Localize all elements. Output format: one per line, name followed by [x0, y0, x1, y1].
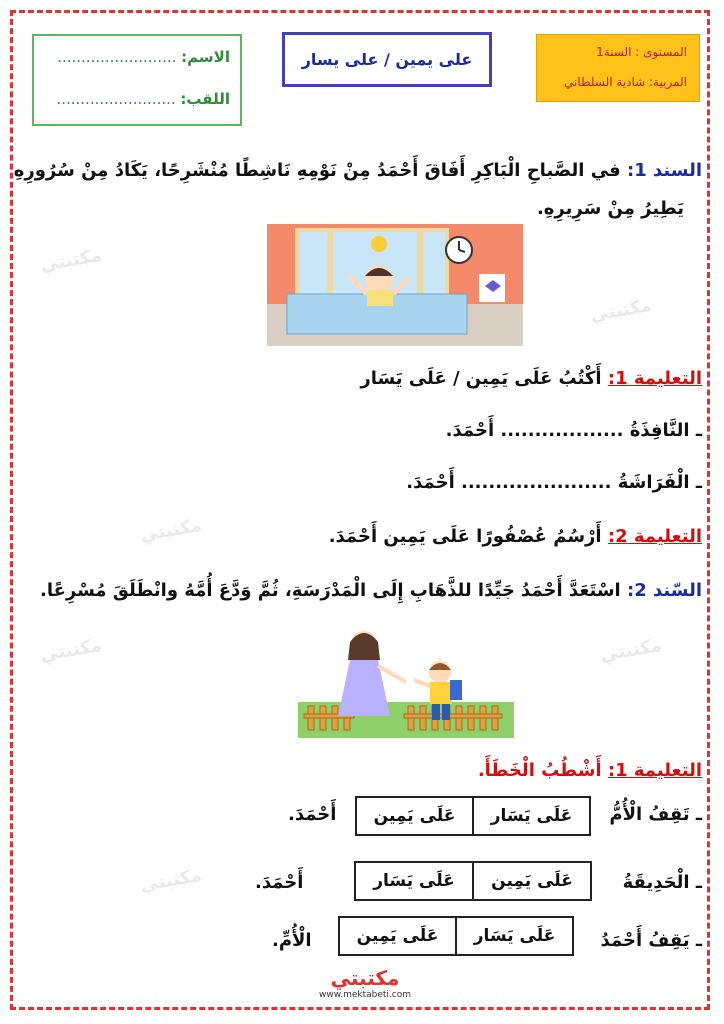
task3-row2-option-left[interactable]: عَلَى يَمِين — [472, 863, 590, 899]
task2-label: التعليمة 2: — [607, 526, 702, 547]
mother-child-image — [298, 620, 514, 738]
task3-row3-option-left[interactable]: عَلَى يَسَار — [455, 918, 572, 954]
task3-row1-option-left[interactable]: عَلَى يَسَار — [472, 798, 589, 834]
name-box — [32, 34, 242, 126]
task1-label: التعليمة 1: — [607, 368, 702, 389]
task3-row3-start-text: ـ يَقِفُ أَحْمَدُ — [600, 930, 702, 951]
task1-text: أَكْتُبُ عَلَى يَمِين / عَلَى يَسَار — [360, 368, 602, 389]
task2-heading — [329, 526, 702, 547]
watermark: مكتبتي — [38, 634, 104, 667]
surname-row — [56, 90, 230, 108]
task1-item1 — [446, 420, 702, 441]
surname-field[interactable]: ......................... — [56, 90, 176, 108]
task3-text: أَشْطُبُ الْخَطَأَ. — [477, 760, 602, 781]
sanad1-text2: يَطِيرُ مِنْ سَرِيرِهِ. — [536, 198, 684, 219]
task3-row1-start — [609, 804, 702, 825]
level-box — [536, 34, 700, 102]
task3-row1-end — [288, 804, 336, 825]
teacher-text: المربية: شادية السلطاني — [564, 75, 687, 89]
sanad1-line1 — [14, 160, 702, 181]
footer-url[interactable]: www.mektabeti.com — [318, 990, 412, 1000]
sanad2-line — [40, 580, 702, 601]
watermark: مكتبتي — [138, 514, 204, 547]
task3-row2-end — [255, 872, 303, 893]
level-text: المستوى : السنة1 — [596, 45, 687, 59]
watermark: مكتبتي — [598, 634, 664, 667]
task1-item2-text[interactable]: ـ الْفَرَاشَةُ ...................... أَحْمَدَ. — [406, 472, 702, 493]
task3-row2-end-text: أَحْمَدَ. — [255, 872, 304, 893]
sanad1-label: السند 1: — [627, 160, 702, 181]
task3-heading — [478, 760, 702, 781]
task3-row3-options — [338, 916, 574, 956]
task3-row2-start — [623, 872, 702, 893]
worksheet-title-text: على يمين / على يسار — [301, 50, 473, 69]
task3-row1-end-text: أَحْمَدَ. — [288, 804, 337, 825]
footer-logo — [300, 966, 430, 1012]
task3-row3-option-right[interactable]: عَلَى يَمِين — [356, 926, 439, 946]
task1-item2 — [406, 472, 702, 493]
name-field[interactable]: ......................... — [57, 48, 177, 66]
task2-text: أَرْسُمُ عُصْفُورًا عَلَى يَمِين أَحْمَدَ. — [328, 526, 602, 547]
watermark: مكتبتي — [588, 294, 654, 327]
task3-row3-end — [272, 930, 312, 951]
worksheet-title — [282, 32, 492, 87]
task3-row1-options — [355, 796, 591, 836]
surname-label: اللقب: — [180, 90, 230, 108]
sanad2-label: السّند 2: — [627, 580, 702, 601]
watermark: مكتبتي — [138, 864, 204, 897]
sanad1-text1: في الصَّباحِ الْبَاكِرِ أَفَاقَ أَحْمَدُ مِنْ نَوْمِهِ نَاشِطًا مُنْشَرِحًا، يَكَادُ مِنْ سُرُورِهِ — [13, 160, 621, 181]
name-label: الاسم: — [181, 48, 230, 66]
task3-row2-options — [354, 861, 592, 901]
boy-waking-illustration — [267, 224, 523, 346]
task3-row1-start-text: ـ تَقِفُ الْأُمُّ — [609, 804, 702, 825]
boy-waking-image — [267, 224, 523, 346]
name-row — [57, 48, 230, 66]
footer-logo-text: مكتبتي — [330, 966, 400, 990]
task3-row2-option-right[interactable]: عَلَى يَسَار — [373, 871, 455, 891]
task3-row1-option-right[interactable]: عَلَى يَمِين — [373, 806, 456, 826]
task3-label: التعليمة 1: — [607, 760, 702, 781]
sanad1-line2 — [537, 198, 684, 219]
task1-item1-text[interactable]: ـ النَّافِذَةُ .................. أَحْمَدَ. — [445, 420, 702, 441]
task3-row3-end-text: الْأُمِّ. — [272, 930, 312, 951]
task3-row3-start — [601, 930, 702, 951]
watermark: مكتبتي — [38, 244, 104, 277]
task1-heading — [360, 368, 702, 389]
task3-row2-start-text: ـ الْحَدِيقَةُ — [622, 872, 702, 893]
sanad2-text: اسْتَعَدَّ أَحْمَدُ جَيِّدًا للذَّهَابِ إِلَى الْمَدْرَسَةِ، ثُمَّ وَدَّعَ أُمَّهُ وانْطَلَقَ مُسْرِعًا. — [39, 580, 621, 601]
mother-child-illustration — [298, 620, 514, 738]
